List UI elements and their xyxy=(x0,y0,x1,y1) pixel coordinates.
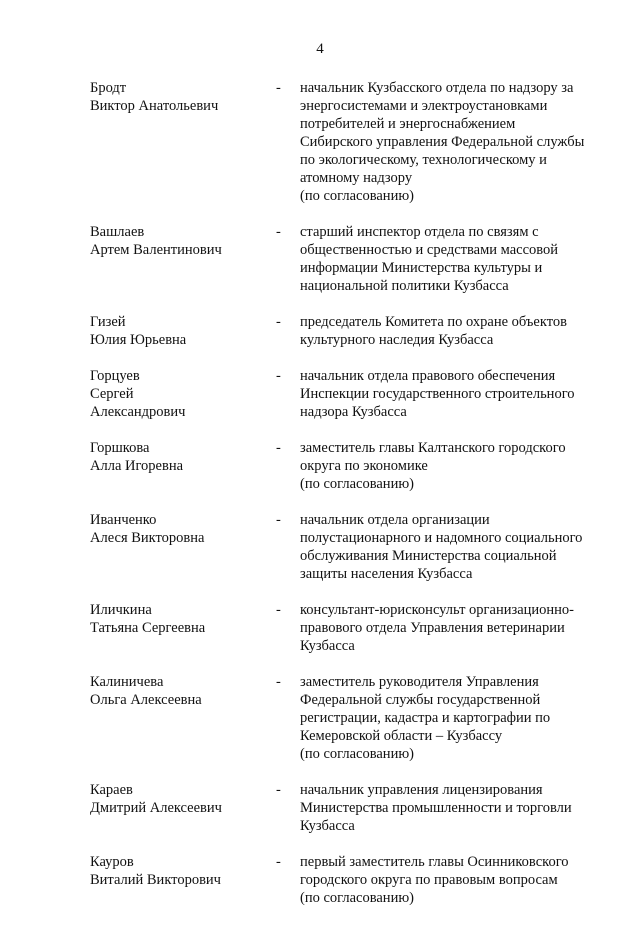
member-name-line: Артем Валентинович xyxy=(90,242,222,258)
member-name-line: Александрович xyxy=(90,404,186,420)
member-name-line: Алла Игоревна xyxy=(90,458,184,474)
member-position xyxy=(300,439,600,493)
member-position-line: потребителей и энергоснабжением xyxy=(300,116,516,132)
member-position-line: надзора Кузбасса xyxy=(300,404,407,420)
member-entry xyxy=(90,367,610,421)
member-name-line: Виктор Анатольевич xyxy=(90,98,219,114)
member-name-line: Горцуев xyxy=(90,368,140,384)
member-entry xyxy=(90,313,610,349)
member-name xyxy=(90,853,276,889)
member-position-line: председатель Комитета по охране объектов xyxy=(300,314,567,330)
member-name-line: Горшкова xyxy=(90,440,150,456)
member-name xyxy=(90,439,276,475)
member-position-line: округа по экономике xyxy=(300,458,428,474)
member-position-line: информации Министерства культуры и xyxy=(300,260,543,276)
member-position-line: обслуживания Министерства социальной xyxy=(300,548,557,564)
member-name xyxy=(90,673,276,709)
member-position xyxy=(300,673,600,763)
member-position xyxy=(300,223,600,295)
separator-dash: - xyxy=(276,674,281,690)
member-position xyxy=(300,781,600,835)
member-position-line: заместитель руководителя Управления xyxy=(300,674,539,690)
member-position-line: энергосистемами и электроустановками xyxy=(300,98,548,114)
member-position-line: старший инспектор отдела по связям с xyxy=(300,224,539,240)
member-entry xyxy=(90,79,610,205)
member-name xyxy=(90,79,276,115)
member-entry xyxy=(90,439,610,493)
member-position-line: (по согласованию) xyxy=(300,746,414,762)
member-name xyxy=(90,313,276,349)
member-position-line: Кузбасса xyxy=(300,638,355,654)
member-name-line: Вашлаев xyxy=(90,224,145,240)
separator-dash: - xyxy=(276,440,281,456)
member-position-line: атомному надзору xyxy=(300,170,413,186)
member-position-line: общественностью и средствами массовой xyxy=(300,242,559,258)
member-position-line: защиты населения Кузбасса xyxy=(300,566,473,582)
member-entry xyxy=(90,511,610,583)
member-position-line: (по согласованию) xyxy=(300,890,414,906)
member-position-line: (по согласованию) xyxy=(300,188,414,204)
member-entry xyxy=(90,601,610,655)
member-position-line: правового отдела Управления ветеринарии xyxy=(300,620,565,636)
member-position-line: регистрации, кадастра и картографии по xyxy=(300,710,551,726)
member-name-line: Алеся Викторовна xyxy=(90,530,205,546)
member-position-line: начальник Кузбасского отдела по надзору за xyxy=(300,80,574,96)
member-position-line: по экологическому, технологическому и xyxy=(300,152,547,168)
member-position-line: Министерства промышленности и торговли xyxy=(300,800,572,816)
member-name-line: Иличкина xyxy=(90,602,152,618)
separator-dash: - xyxy=(276,368,281,384)
member-position-line: Федеральной службы государственной xyxy=(300,692,541,708)
separator-dash: - xyxy=(276,224,281,240)
member-list xyxy=(90,79,610,925)
member-position xyxy=(300,853,600,907)
member-name-line: Татьяна Сергеевна xyxy=(90,620,206,636)
member-name-line: Калиничева xyxy=(90,674,164,690)
member-position xyxy=(300,79,600,205)
member-position-line: заместитель главы Калтанского городского xyxy=(300,440,566,456)
separator-dash: - xyxy=(276,854,281,870)
separator-dash: - xyxy=(276,512,281,528)
member-name-line: Виталий Викторович xyxy=(90,872,221,888)
member-position-line: культурного наследия Кузбасса xyxy=(300,332,494,348)
member-position-line: Инспекции государственного строительного xyxy=(300,386,575,402)
member-name-line: Дмитрий Алексеевич xyxy=(90,800,222,816)
member-position-line: Сибирского управления Федеральной службы xyxy=(300,134,585,150)
member-position-line: городского округа по правовым вопросам xyxy=(300,872,558,888)
member-entry xyxy=(90,853,610,907)
member-position xyxy=(300,601,600,655)
member-name xyxy=(90,223,276,259)
member-position-line: Кузбасса xyxy=(300,818,355,834)
member-name xyxy=(90,367,276,421)
member-position-line: начальник отдела организации xyxy=(300,512,490,528)
member-name xyxy=(90,601,276,637)
member-position-line: начальник управления лицензирования xyxy=(300,782,543,798)
separator-dash: - xyxy=(276,782,281,798)
member-position-line: Кемеровской области – Кузбассу xyxy=(300,728,503,744)
member-position xyxy=(300,313,600,349)
member-position-line: начальник отдела правового обеспечения xyxy=(300,368,556,384)
member-position-line: национальной политики Кузбасса xyxy=(300,278,509,294)
member-name-line: Ольга Алексеевна xyxy=(90,692,202,708)
separator-dash: - xyxy=(276,602,281,618)
member-name xyxy=(90,781,276,817)
member-name-line: Юлия Юрьевна xyxy=(90,332,187,348)
member-position xyxy=(300,367,600,421)
separator-dash: - xyxy=(276,314,281,330)
member-position xyxy=(300,511,600,583)
member-name-line: Иванченко xyxy=(90,512,157,528)
page-number: 4 xyxy=(316,41,324,57)
member-position-line: консультант-юрисконсульт организационно- xyxy=(300,602,574,618)
member-position-line: первый заместитель главы Осинниковского xyxy=(300,854,569,870)
member-name-line: Сергей xyxy=(90,386,134,402)
member-entry xyxy=(90,223,610,295)
member-position-line: полустационарного и надомного социального xyxy=(300,530,583,546)
member-name-line: Караев xyxy=(90,782,133,798)
member-name-line: Кауров xyxy=(90,854,134,870)
member-position-line: (по согласованию) xyxy=(300,476,414,492)
member-name xyxy=(90,511,276,547)
member-entry xyxy=(90,781,610,835)
separator-dash: - xyxy=(276,80,281,96)
member-name-line: Гизей xyxy=(90,314,126,330)
member-name-line: Бродт xyxy=(90,80,127,96)
member-entry xyxy=(90,673,610,763)
